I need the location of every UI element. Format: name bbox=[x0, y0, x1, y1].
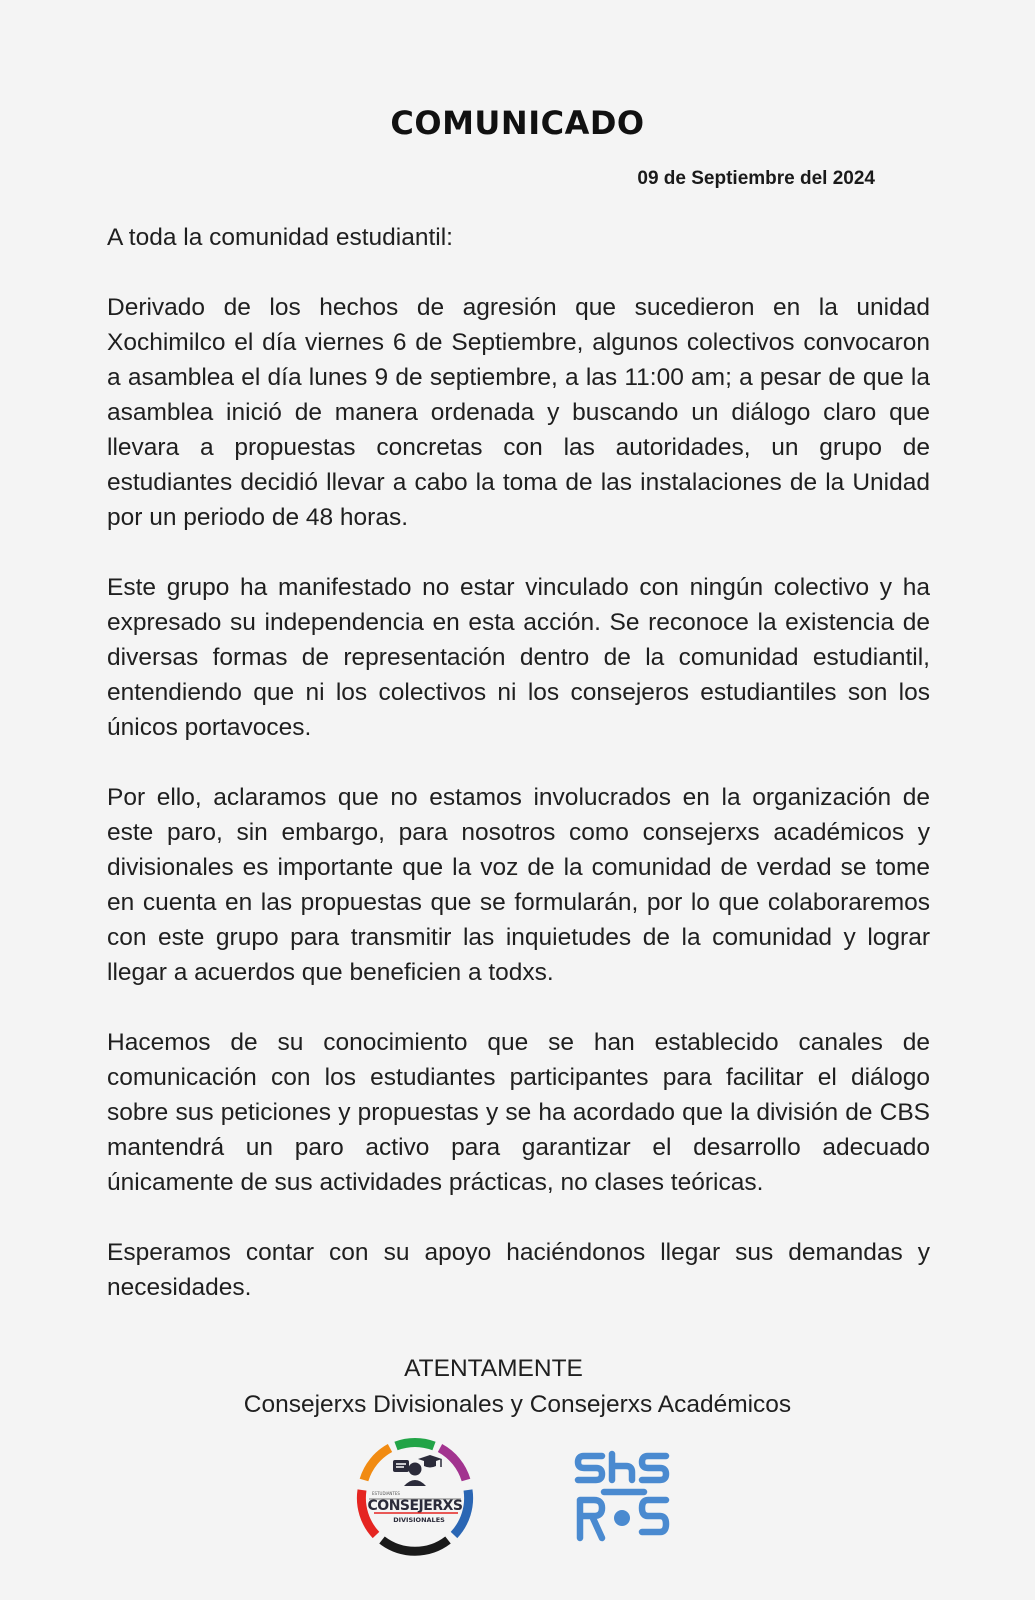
paragraph: Por ello, aclaramos que no estamos involucrados en la organización de este paro, sin embargo, para nosotros como consejerxs académicos y divisionales es importante que la voz de la comunidad de verdad se tome en cuenta en las propuestas que se formularán, por lo que colaboraremos con este grupo para transmitir las inquietudes de la comunidad y lograr llegar a acuerdos que beneficien a todxs. bbox=[107, 784, 930, 986]
paragraph: Esperamos contar con su apoyo haciéndonos llegar sus demandas y necesidades. bbox=[107, 1239, 930, 1301]
letter-body bbox=[107, 220, 930, 1340]
signoff bbox=[0, 1351, 1035, 1423]
paragraph: Este grupo ha manifestado no estar vinculado con ningún colectivo y ha expresado su independencia en esta acción. Se reconoce la existencia de diversas formas de representación dentro de la comunidad estudiantil, entendiendo que ni los colectivos ni los consejeros estudiantiles son los únicos portavoces. bbox=[107, 574, 930, 741]
signatories: Consejerxs Divisionales y Consejerxs Académicos bbox=[243, 1391, 792, 1418]
consejerxs-divisionales-logo bbox=[352, 1434, 478, 1560]
paragraph: Hacemos de su conocimiento que se han establecido canales de comunicación con los estudiantes participantes para facilitar el diálogo sobre sus peticiones y propuestas y se ha acordado que la división de CBS mantendrá un paro activo para garantizar el desarrollo adecuado únicamente de sus actividades prácticas, no clases teóricas. bbox=[107, 1029, 930, 1196]
logo-top-text: ESTUDIANTES bbox=[372, 1491, 400, 1496]
closing: ATENTAMENTE bbox=[404, 1355, 583, 1382]
paragraph: Derivado de los hechos de agresión que sucedieron en la unidad Xochimilco el día viernes 6 de Septiembre, algunos colectivos convocaron a asamblea el día lunes 9 de septiembre, a las 11:00 am; a pesar de que la asamblea inició de manera ordenada y buscando un diálogo claro que llevara a propuestas concretas con las autoridades, un grupo de estudiantes decidió llevar a cabo la toma de las instalaciones de la Unidad por un periodo de 48 horas. bbox=[107, 294, 930, 531]
logo-name: CONSEJERXS bbox=[367, 1498, 463, 1514]
document-date: 09 de Septiembre del 2024 bbox=[637, 168, 875, 189]
sbs-logo bbox=[574, 1450, 674, 1542]
logo-subtitle: DIVISIONALES bbox=[393, 1516, 445, 1524]
graduate-icon bbox=[393, 1455, 442, 1486]
greeting: A toda la comunidad estudiantil: bbox=[107, 224, 453, 251]
document-title: COMUNICADO bbox=[390, 104, 645, 142]
